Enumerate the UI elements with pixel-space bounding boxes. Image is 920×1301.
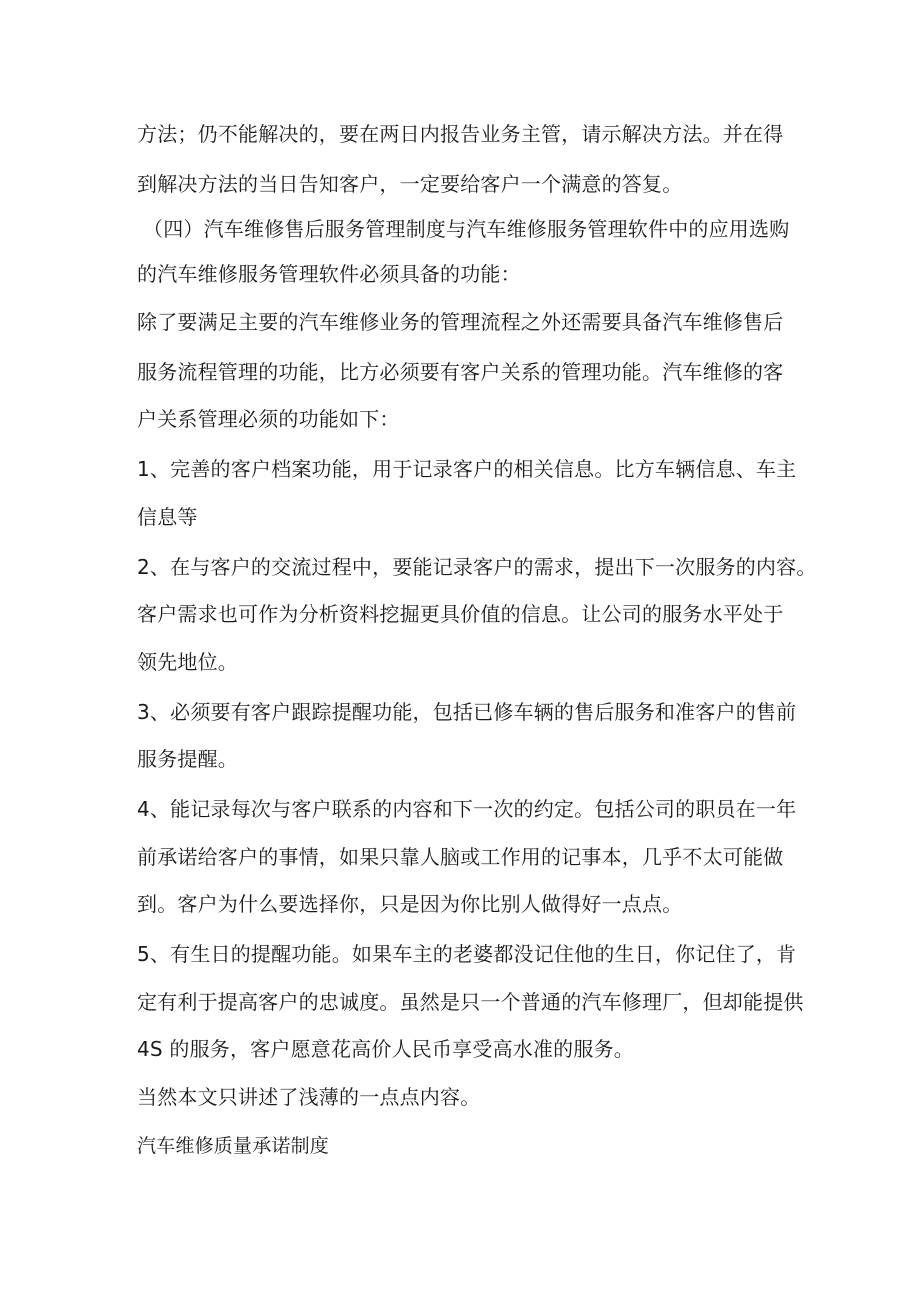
- list-item-4-line-2: 前承诺给客户的事情，如果只靠人脑或工作用的记事本，几乎不太可能做: [137, 845, 784, 869]
- closing-line: 当然本文只讲述了浅薄的一点点内容。: [137, 1085, 481, 1109]
- list-item-5-line-2: 定有利于提高客户的忠诚度。虽然是只一个普通的汽车修理厂，但却能提供: [137, 990, 804, 1014]
- list-item-3-line-1: 3、必须要有客户跟踪提醒功能，包括已修车辆的售后服务和准客户的售前: [137, 700, 797, 724]
- text-line-2: 到解决方法的当日告知客户，一定要给客户一个满意的答复。: [137, 172, 683, 196]
- list-item-1-line-1: 1、完善的客户档案功能，用于记录客户的相关信息。比方车辆信息、车主: [137, 457, 797, 481]
- list-item-3-line-2: 服务提醒。: [137, 747, 238, 771]
- text-line-4: 的汽车维修服务管理软件必须具备的功能：: [137, 262, 521, 286]
- list-item-5-line-1: 5、有生日的提醒功能。如果车主的老婆都没记住他的生日，你记住了，肯: [137, 942, 797, 966]
- list-item-1-line-2: 信息等: [137, 505, 198, 529]
- list-item-5-line-3: 4S 的服务，客户愿意花高价人民币享受高水准的服务。: [137, 1037, 634, 1061]
- list-item-2-line-1: 2、在与客户的交流过程中，要能记录客户的需求，提出下一次服务的内容。: [137, 555, 817, 579]
- section-heading-4: （四）汽车维修售后服务管理制度与汽车维修服务管理软件中的应用选购: [143, 217, 790, 241]
- next-section-title: 汽车维修质量承诺制度: [137, 1135, 330, 1157]
- text-line-5: 除了要满足主要的汽车维修业务的管理流程之外还需要具备汽车维修售后: [137, 310, 784, 334]
- text-line-7: 户关系管理必须的功能如下：: [137, 407, 400, 431]
- text-line-6: 服务流程管理的功能，比方必须要有客户关系的管理功能。汽车维修的客: [137, 360, 784, 384]
- text-line-1: 方法；仍不能解决的，要在两日内报告业务主管，请示解决方法。并在得: [137, 122, 784, 146]
- list-item-4-line-3: 到。客户为什么要选择你，只是因为你比别人做得好一点点。: [137, 892, 683, 916]
- list-item-4-line-1: 4、能记录每次与客户联系的内容和下一次的约定。包括公司的职员在一年: [137, 797, 797, 821]
- list-item-2-line-2: 客户需求也可作为分析资料挖掘更具价值的信息。让公司的服务水平处于: [137, 602, 784, 626]
- list-item-2-line-3: 领先地位。: [137, 650, 238, 674]
